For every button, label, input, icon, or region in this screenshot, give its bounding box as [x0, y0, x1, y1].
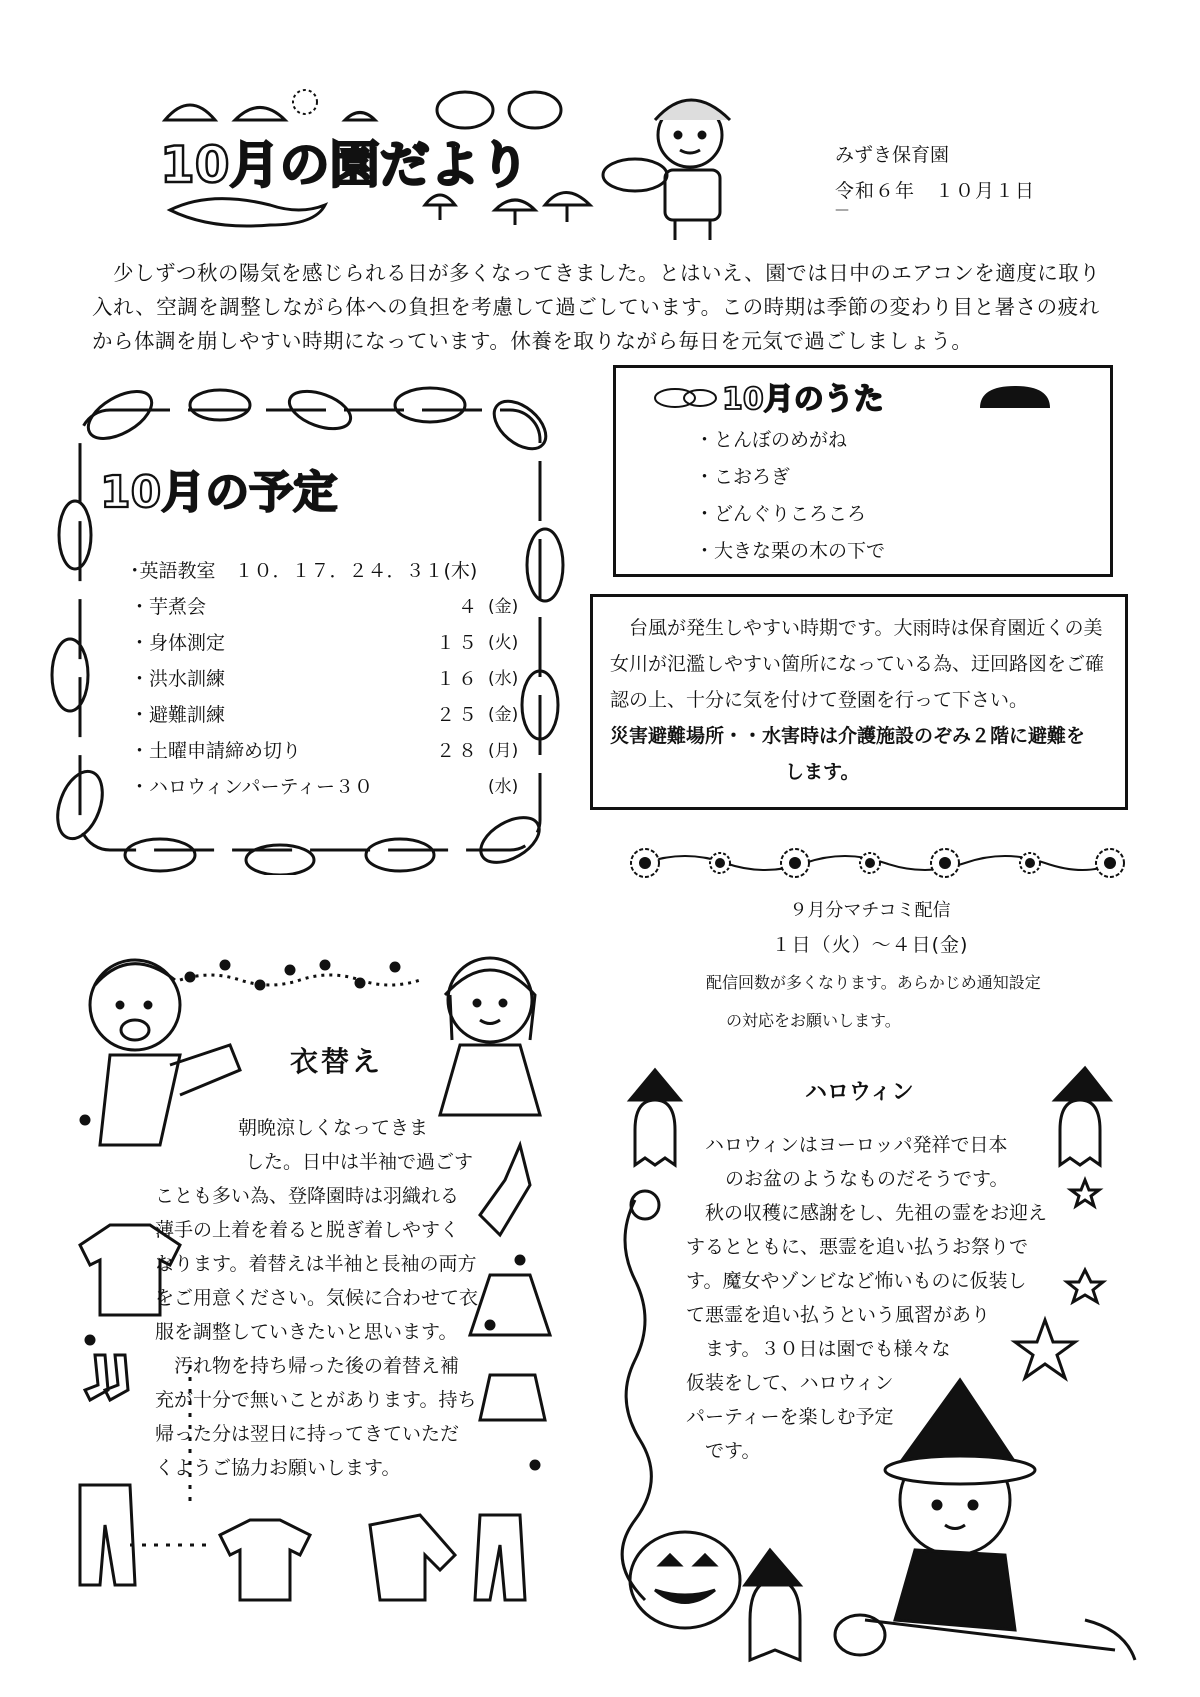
schedule-weekday: (火)	[488, 633, 519, 653]
dress-icon	[470, 1275, 550, 1335]
jacket-icon	[370, 1515, 455, 1600]
schedule-item	[130, 628, 530, 658]
schedule-date: ２８	[435, 740, 480, 762]
schedule-event: ・身体測定	[130, 632, 226, 654]
pants-icon	[80, 1485, 135, 1585]
pumpkin-icon	[437, 92, 561, 128]
schedule-date: １５	[435, 632, 480, 654]
halloween-title: ハロウィン	[805, 1080, 914, 1105]
schedule-weekday: (水)	[488, 777, 519, 797]
halloween-line: です。	[705, 1440, 761, 1462]
schedule-item-text: ･英語教室 １０．１７．２４．３１(木)	[130, 560, 478, 582]
schedule-event: ・避難訓練	[130, 704, 226, 726]
typhoon-notice-body: 台風が発生しやすい時期です。大雨時は保育園近くの美女川が氾濫しやすい箇所になっている為、迂回路図をご確認の上、十分に気を付けて登園を行って下さい。	[610, 617, 1105, 711]
halloween-line: するとともに、悪霊を追い払うお祭りで	[686, 1236, 1029, 1258]
machicomi-dates: １日（火）～４日(金)	[771, 934, 969, 956]
machicomi-note-end: の対応をお願いします。	[726, 1011, 901, 1030]
halloween-line: ハロウィンはヨーロッパ発祥で日本	[705, 1134, 1008, 1156]
chestnut-icon	[165, 105, 375, 120]
songs-title	[650, 378, 1070, 418]
schedule-weekday: (金)	[488, 597, 519, 617]
intro-paragraph: 少しずつ秋の陽気を感じられる日が多くなってきました。とはいえ、園では日中のエアコンを適度に取り入れ、空調を調整しながら体への負担を考慮して過ごしています。この時期は季節の変わり目と暑さの疲れから体調を崩しやすい時期になっています。休養を取りながら毎日を元気で過ごしましょう。	[92, 261, 1101, 353]
clothes-line: ことも多い為、登降園時は羽織れる	[155, 1185, 460, 1207]
schedule-event: ・洪水訓練	[130, 668, 226, 690]
halloween-line: パーティーを楽しむ予定	[686, 1406, 894, 1428]
halloween-line: 仮装をして、ハロウィン	[686, 1372, 894, 1394]
machicomi-heading: ９月分マチコミ配信	[789, 900, 951, 921]
typhoon-notice	[610, 610, 1115, 790]
schedule-item	[130, 772, 530, 802]
schedule-event: ・土曜申請締め切り	[130, 740, 302, 762]
halloween-line: す。魔女やゾンビなど怖いものに仮装し	[686, 1270, 1027, 1292]
newsletter-title: 10月の園だより	[160, 136, 530, 194]
small-ghost-icon	[745, 1550, 800, 1660]
halloween-line: て悪霊を追い払うという風習があり	[686, 1304, 991, 1326]
clothes-line: 帰った分は翌日に持ってきていただ	[155, 1423, 460, 1445]
sweet-potato-icon	[170, 199, 325, 226]
boy-icon	[90, 960, 240, 1145]
clothes-line: 充が十分で無いことがあります。持ち	[155, 1389, 477, 1411]
piano-icon	[980, 386, 1050, 408]
schedule-date: ４	[457, 596, 480, 618]
evacuation-site: 災害避難場所・・水害時は介護施設のぞみ２階に避難を	[610, 725, 1086, 747]
skirt-icon	[480, 1375, 545, 1420]
schedule-item	[130, 556, 530, 586]
svg-text:10月の予定: 10月の予定	[100, 467, 338, 518]
schedule-item	[130, 592, 530, 622]
leggings-icon	[475, 1515, 525, 1600]
schedule-weekday: (金)	[488, 705, 519, 725]
flower-border-illustration	[625, 845, 1130, 881]
clothes-line: くようご協力お願いします。	[155, 1457, 401, 1479]
clothes-title: 衣替え	[290, 1045, 384, 1078]
schedule-title	[100, 455, 420, 525]
schedule-item	[130, 664, 530, 694]
shirt-icon	[220, 1520, 310, 1600]
vine-icon	[622, 1200, 651, 1600]
song-item: ・大きな栗の木の下で	[695, 540, 886, 562]
ghost-witch-hat-icon	[1055, 1068, 1110, 1165]
dragonfly-icon	[655, 389, 716, 407]
clothes-line: 薄手の上着を着ると脱ぎ着しやすく	[155, 1219, 460, 1241]
witch-icon	[865, 1380, 1135, 1660]
svg-text:10月のうた: 10月のうた	[722, 382, 884, 417]
ghost-witch-hat-icon	[630, 1070, 680, 1165]
schedule-item-text: ・ハロウィンパーティー３０	[130, 776, 374, 798]
issue-date: 令和６年 １０月１日	[835, 180, 1036, 202]
halloween-line: ます。３０日は園でも様々な	[705, 1338, 951, 1360]
song-item: ・とんぼのめがね	[695, 429, 848, 451]
header-illustration	[150, 80, 820, 250]
song-item: ・どんぐりころころ	[695, 503, 867, 525]
clothes-line: をご用意ください。気候に合わせて衣	[155, 1287, 479, 1309]
schedule-weekday: (水)	[488, 669, 519, 689]
machicomi-note: 配信回数が多くなります。あらかじめ通知設定	[706, 973, 1041, 992]
clothes-line: 服を調整していきたいと思います。	[155, 1321, 458, 1343]
child-with-basket-icon	[603, 100, 730, 240]
clothes-line: 汚れ物を持ち帰った後の着替え補	[155, 1355, 460, 1377]
mushroom-icon	[425, 193, 590, 226]
girl-icon	[440, 958, 540, 1115]
schedule-weekday: (月)	[488, 741, 519, 761]
schedule-item	[130, 700, 530, 730]
schedule-event: ・芋煮会	[130, 596, 207, 618]
clothes-line: なります。着替えは半袖と長袖の両方	[155, 1253, 477, 1275]
schedule-item	[130, 736, 530, 766]
socks-icon	[85, 1355, 128, 1400]
header-dash: —	[835, 202, 849, 218]
sock-icon	[480, 1145, 530, 1235]
nursery-name: みずき保育園	[835, 144, 950, 166]
sun-icon	[293, 90, 317, 114]
song-item: ・こおろぎ	[695, 466, 791, 488]
halloween-line: のお盆のようなものだそうです。	[725, 1168, 1009, 1190]
clothes-line: 朝晩涼しくなってきま	[238, 1117, 429, 1139]
schedule-date: １６	[435, 668, 480, 690]
schedule-date: ２５	[435, 704, 480, 726]
flower-icon	[631, 849, 1124, 877]
evacuation-site-end: します。	[785, 761, 860, 783]
halloween-line: 秋の収穫に感謝をし、先祖の霊をお迎え	[705, 1202, 1048, 1224]
clothes-line: した。日中は半袖で過ごす	[245, 1151, 474, 1173]
